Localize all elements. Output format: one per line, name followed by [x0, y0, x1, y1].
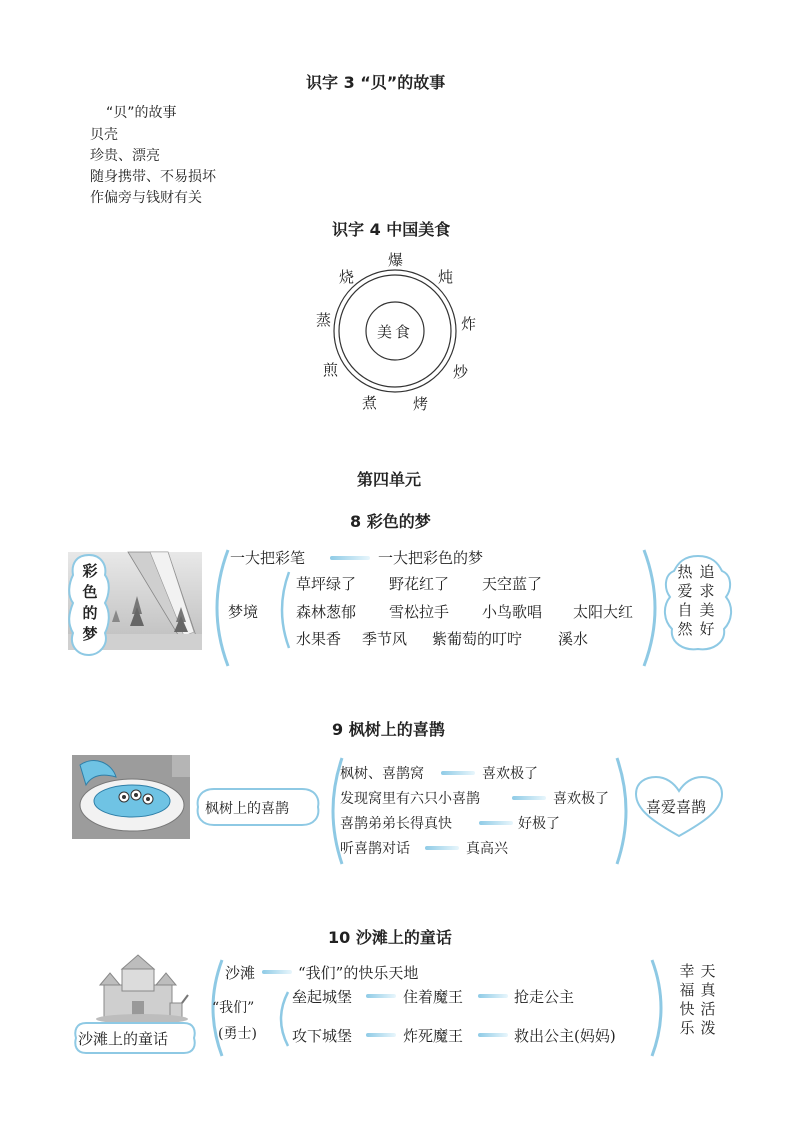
- dream-label-char: 的: [82, 604, 98, 622]
- title-shizi-3: 识字 3 “贝”的故事: [306, 73, 446, 92]
- connector-line: [366, 1033, 396, 1037]
- bei-line-3: 珍贵、漂亮: [90, 148, 160, 164]
- dream-scene: 野花红了: [389, 575, 450, 593]
- beach-inner-brace: [272, 990, 292, 1048]
- dream-scene: 草坪绿了: [296, 575, 357, 593]
- magpie-event: 听喜鹊对话: [340, 841, 410, 857]
- dream-scene: 水果香: [296, 630, 342, 648]
- connector-line: [366, 994, 396, 998]
- food-item: 炒: [453, 363, 469, 381]
- dream-scene: 太阳大红: [573, 603, 634, 621]
- connector-line: [262, 970, 292, 974]
- bei-line-1: “贝”的故事: [106, 105, 177, 121]
- food-item: 炸: [461, 315, 477, 333]
- magpie-event: 喜鹊弟弟长得真快: [340, 816, 452, 832]
- castle-illustration: [96, 955, 192, 1025]
- title-shizi-4: 识字 4 中国美食: [332, 220, 451, 239]
- bei-line-5: 作偏旁与钱财有关: [90, 190, 202, 206]
- connector-line: [478, 994, 508, 998]
- dream-right-col-1: 热 爱 自 然: [677, 563, 693, 638]
- connector-line: [479, 821, 513, 825]
- food-item: 炖: [438, 268, 454, 286]
- dream-label: [80, 561, 100, 645]
- beach-happy-land: “我们”的快乐天地: [298, 964, 419, 982]
- magpie-feeling: 喜欢极了: [482, 766, 538, 782]
- dream-scene: 小鸟歌唱: [482, 603, 543, 621]
- magpie-feeling: 喜欢极了: [553, 791, 609, 807]
- we-label: “我们”: [212, 1000, 255, 1016]
- unit-title: 第四单元: [357, 470, 422, 489]
- dream-inner-brace: [273, 570, 293, 650]
- connector-line: [330, 556, 370, 560]
- dream-scene: 溪水: [558, 630, 589, 648]
- dream-row1-left: 一大把彩笔: [230, 549, 306, 567]
- magpie-nest-illustration: [72, 755, 190, 839]
- food-item: 蒸: [316, 311, 332, 329]
- title-magpie: 9 枫树上的喜鹊: [332, 720, 445, 739]
- beach-action: 攻下城堡: [292, 1027, 353, 1045]
- food-item: 烤: [413, 395, 429, 413]
- dream-scene: 紫葡萄的叮咛: [432, 630, 523, 648]
- hero-label: (勇士): [218, 1026, 257, 1042]
- title-colorful-dream: 8 彩色的梦: [350, 512, 431, 531]
- food-item: 煎: [323, 361, 339, 379]
- beach-right-brace: [648, 958, 674, 1058]
- food-item: 煮: [362, 394, 378, 412]
- bei-line-2: 贝壳: [90, 127, 118, 143]
- bei-line-4: 随身携带、不易损坏: [90, 169, 216, 185]
- dream-realm-label: 梦境: [228, 603, 259, 621]
- connector-line: [512, 796, 546, 800]
- dream-scene: 季节风: [362, 630, 408, 648]
- beach-action: 救出公主(妈妈): [514, 1027, 616, 1045]
- connector-line: [425, 846, 459, 850]
- connector-line: [441, 771, 475, 775]
- beach-action: 抢走公主: [514, 988, 575, 1006]
- beach-right-col-2: 天 真 活 泼: [700, 962, 716, 1037]
- dream-label-char: 彩: [82, 562, 98, 580]
- dream-row1-right: 一大把彩色的梦: [378, 549, 484, 567]
- dream-label-char: 色: [82, 583, 98, 601]
- connector-line: [478, 1033, 508, 1037]
- beach-action: 住着魔王: [403, 988, 464, 1006]
- food-item: 爆: [388, 251, 404, 269]
- magpie-event: 枫树、喜鹊窝: [340, 766, 424, 782]
- food-item: 烧: [339, 268, 355, 286]
- beach-action: 炸死魔王: [403, 1027, 464, 1045]
- food-center: 美食: [377, 323, 414, 341]
- magpie-label: 枫树上的喜鹊: [205, 801, 289, 817]
- beach-action: 垒起城堡: [292, 988, 353, 1006]
- magpie-feeling: 真高兴: [466, 841, 508, 857]
- magpie-feeling: 好极了: [518, 816, 560, 832]
- magpie-event: 发现窝里有六只小喜鹊: [340, 791, 480, 807]
- dream-right-col-2: 追 求 美 好: [699, 563, 715, 638]
- beach-label-left: 沙滩: [225, 964, 256, 982]
- beach-right-col-1: 幸 福 快 乐: [679, 962, 695, 1037]
- title-beach-fairytale: 10 沙滩上的童话: [328, 928, 452, 947]
- beach-label: 沙滩上的童话: [78, 1030, 169, 1048]
- dream-scene: 雪松拉手: [389, 603, 450, 621]
- dream-scene: 天空蓝了: [482, 575, 543, 593]
- magpie-heart-text: 喜爱喜鹊: [646, 798, 707, 816]
- dream-label-char: 梦: [82, 625, 98, 643]
- dream-scene: 森林葱郁: [296, 603, 357, 621]
